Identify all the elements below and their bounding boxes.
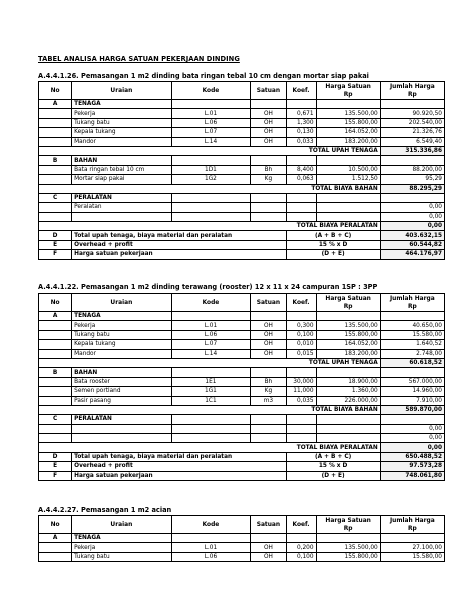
empty-cell	[316, 193, 380, 202]
row-kode: L.14	[171, 137, 251, 146]
row-harga	[316, 212, 380, 221]
row-koef	[286, 212, 316, 221]
group-no: B	[39, 156, 72, 165]
subtotal-label: TOTAL UPAH TENAGA	[39, 358, 381, 367]
empty-cell	[251, 156, 286, 165]
group-label: BAHAN	[72, 368, 171, 377]
final-row-f	[39, 250, 445, 259]
row-koef: 8,400	[286, 165, 316, 174]
row-harga: 164.052,00	[316, 128, 380, 137]
row-no	[39, 377, 72, 386]
table-header-row	[39, 516, 445, 534]
row-koef: 30,000	[286, 377, 316, 386]
analysis-table	[38, 81, 445, 260]
row-satuan: OH	[251, 330, 286, 339]
row-jumlah: 0,00	[380, 434, 444, 443]
subtotal-label: TOTAL BIAYA PERALATAN	[39, 222, 381, 231]
empty-cell	[251, 312, 286, 321]
header-satuan: Satuan	[251, 294, 286, 312]
group-row-a	[39, 312, 445, 321]
subtotal-row	[39, 222, 445, 231]
row-jumlah: 15.580,00	[380, 330, 444, 339]
row-kode: 1G2	[171, 175, 251, 184]
table-row	[39, 165, 445, 174]
header-uraian: Uraian	[72, 82, 171, 100]
subtotal-label: TOTAL BIAYA PERALATAN	[39, 443, 381, 452]
analysis-table	[38, 515, 445, 562]
header-jumlah-line1: Jumlah Harga	[389, 83, 435, 90]
final-value: 97.573,28	[380, 462, 444, 471]
header-harga-satuan-line1: Harga Satuan	[325, 517, 371, 524]
empty-cell	[380, 193, 444, 202]
page-title: TABEL ANALISA HARGA SATUAN PEKERJAAN DINDING	[38, 55, 240, 63]
row-satuan: OH	[251, 543, 286, 552]
row-no	[39, 175, 72, 184]
final-formula: (D + E)	[286, 250, 380, 259]
table-row	[39, 128, 445, 137]
row-no	[39, 321, 72, 330]
final-formula: 15 % x D	[286, 240, 380, 249]
row-kode	[171, 212, 251, 221]
group-label: BAHAN	[72, 156, 171, 165]
row-no	[39, 424, 72, 433]
row-uraian: Pekerja	[72, 109, 171, 118]
row-koef: 0,015	[286, 349, 316, 358]
row-uraian: Pasir pasang	[72, 396, 171, 405]
row-jumlah: 14.960,00	[380, 387, 444, 396]
empty-cell	[286, 312, 316, 321]
subtotal-value: 0,00	[380, 443, 444, 452]
row-satuan	[251, 424, 286, 433]
row-harga: 155.800,00	[316, 330, 380, 339]
row-uraian: Tukang batu	[72, 330, 171, 339]
row-koef: 0,200	[286, 543, 316, 552]
row-koef: 1,300	[286, 118, 316, 127]
header-jumlah-harga	[380, 294, 444, 312]
row-koef: 0,130	[286, 128, 316, 137]
header-no: No	[39, 516, 72, 534]
header-harga-satuan	[316, 294, 380, 312]
row-kode: 1C1	[171, 396, 251, 405]
row-satuan: OH	[251, 137, 286, 146]
row-harga: 164.052,00	[316, 340, 380, 349]
row-no	[39, 203, 72, 212]
table-header-row	[39, 294, 445, 312]
empty-cell	[171, 368, 251, 377]
empty-cell	[286, 100, 316, 109]
table-header-row	[39, 82, 445, 100]
row-kode: L.07	[171, 340, 251, 349]
row-koef	[286, 434, 316, 443]
row-satuan: Bh	[251, 165, 286, 174]
subtotal-row	[39, 358, 445, 367]
empty-cell	[251, 100, 286, 109]
final-no: E	[39, 240, 72, 249]
row-uraian: Pekerja	[72, 321, 171, 330]
subtotal-row	[39, 146, 445, 155]
row-no	[39, 165, 72, 174]
row-uraian: Peralatan	[72, 203, 171, 212]
section-title: A.4.4.1.22. Pemasangan 1 m2 dinding terawang (rooster) 12 x 11 x 24 campuran 1SP : 3PP	[38, 283, 378, 291]
final-no: D	[39, 452, 72, 461]
final-value: 650.488,52	[380, 452, 444, 461]
group-no: A	[39, 534, 72, 543]
row-kode: L.01	[171, 543, 251, 552]
group-no: A	[39, 312, 72, 321]
row-no	[39, 387, 72, 396]
row-kode: 1D1	[171, 165, 251, 174]
group-label: TENAGA	[72, 312, 171, 321]
section-title: A.4.4.2.27. Pemasangan 1 m2 acian	[38, 506, 172, 514]
subtotal-value: 589.870,00	[380, 405, 444, 414]
header-harga-satuan-line1: Harga Satuan	[325, 83, 371, 90]
row-harga: 18.900,00	[316, 377, 380, 386]
final-row-d	[39, 231, 445, 240]
row-satuan	[251, 212, 286, 221]
row-no	[39, 552, 72, 561]
row-koef: 0,063	[286, 175, 316, 184]
row-koef: 0,010	[286, 340, 316, 349]
row-kode: L.01	[171, 109, 251, 118]
subtotal-value: 315.336,86	[380, 146, 444, 155]
header-no: No	[39, 82, 72, 100]
final-label: Total upah tenaga, biaya material dan peralatan	[72, 452, 286, 461]
row-satuan	[251, 203, 286, 212]
subtotal-label: TOTAL BIAYA BAHAN	[39, 405, 381, 414]
empty-cell	[171, 534, 251, 543]
header-kode: Kode	[171, 294, 251, 312]
subtotal-label: TOTAL BIAYA BAHAN	[39, 184, 381, 193]
header-no: No	[39, 294, 72, 312]
row-koef: 0,671	[286, 109, 316, 118]
row-jumlah: 202.540,00	[380, 118, 444, 127]
row-kode: L.06	[171, 552, 251, 561]
row-harga: 155.800,00	[316, 552, 380, 561]
row-uraian: Bata rooster	[72, 377, 171, 386]
table-row	[39, 387, 445, 396]
row-harga: 1.360,00	[316, 387, 380, 396]
row-jumlah: 0,00	[380, 203, 444, 212]
group-label: PERALATAN	[72, 193, 171, 202]
row-uraian: Kepala tukang	[72, 340, 171, 349]
row-satuan: OH	[251, 349, 286, 358]
row-koef: 0,033	[286, 137, 316, 146]
subtotal-value: 60.618,52	[380, 358, 444, 367]
final-formula: 15 % x D	[286, 462, 380, 471]
header-koef: Koef.	[286, 82, 316, 100]
row-jumlah: 95,29	[380, 175, 444, 184]
final-label: Harga satuan pekerjaan	[72, 471, 286, 480]
group-row-a	[39, 100, 445, 109]
final-value: 403.632,15	[380, 231, 444, 240]
row-jumlah: 1.640,52	[380, 340, 444, 349]
final-row-d	[39, 452, 445, 461]
row-jumlah: 15.580,00	[380, 552, 444, 561]
empty-cell	[380, 415, 444, 424]
final-formula: (D + E)	[286, 471, 380, 480]
row-no	[39, 212, 72, 221]
row-jumlah: 7.910,00	[380, 396, 444, 405]
row-koef	[286, 424, 316, 433]
header-harga-satuan-line2: Rp	[343, 303, 353, 310]
subtotal-label: TOTAL UPAH TENAGA	[39, 146, 381, 155]
header-jumlah-line2: Rp	[407, 303, 417, 310]
header-harga-satuan	[316, 82, 380, 100]
final-formula: (A + B + C)	[286, 231, 380, 240]
empty-cell	[286, 193, 316, 202]
row-uraian: Mandor	[72, 349, 171, 358]
final-formula: (A + B + C)	[286, 452, 380, 461]
row-satuan: OH	[251, 321, 286, 330]
row-kode: L.06	[171, 330, 251, 339]
row-uraian: Bata ringan tebal 10 cm	[72, 165, 171, 174]
group-row-c	[39, 193, 445, 202]
empty-cell	[251, 193, 286, 202]
row-koef: 0,100	[286, 552, 316, 561]
empty-cell	[171, 312, 251, 321]
table-row	[39, 434, 445, 443]
row-no	[39, 330, 72, 339]
row-harga: 135.500,00	[316, 321, 380, 330]
row-satuan: OH	[251, 552, 286, 561]
row-no	[39, 340, 72, 349]
row-jumlah: 21.326,76	[380, 128, 444, 137]
empty-cell	[171, 193, 251, 202]
empty-cell	[171, 100, 251, 109]
row-jumlah: 0,00	[380, 212, 444, 221]
final-value: 748.061,80	[380, 471, 444, 480]
row-uraian: Kepala tukang	[72, 128, 171, 137]
table-row	[39, 340, 445, 349]
row-uraian: Tukang batu	[72, 552, 171, 561]
row-jumlah: 6.549,40	[380, 137, 444, 146]
row-harga: 135.500,00	[316, 543, 380, 552]
row-harga	[316, 424, 380, 433]
empty-cell	[286, 415, 316, 424]
row-kode: L.01	[171, 321, 251, 330]
table-row	[39, 552, 445, 561]
row-harga: 135.500,00	[316, 109, 380, 118]
final-no: E	[39, 462, 72, 471]
row-harga	[316, 434, 380, 443]
group-row-b	[39, 368, 445, 377]
row-no	[39, 137, 72, 146]
header-harga-satuan-line2: Rp	[343, 91, 353, 98]
row-jumlah: 40.650,00	[380, 321, 444, 330]
empty-cell	[251, 415, 286, 424]
row-harga: 226.000,00	[316, 396, 380, 405]
row-no	[39, 128, 72, 137]
row-satuan: Kg	[251, 387, 286, 396]
row-satuan	[251, 434, 286, 443]
group-row-b	[39, 156, 445, 165]
row-jumlah: 27.100,00	[380, 543, 444, 552]
final-row-e	[39, 462, 445, 471]
final-label: Total upah tenaga, biaya material dan peralatan	[72, 231, 286, 240]
row-satuan: OH	[251, 118, 286, 127]
header-koef: Koef.	[286, 516, 316, 534]
empty-cell	[316, 534, 380, 543]
table-row	[39, 203, 445, 212]
final-no: D	[39, 231, 72, 240]
header-uraian: Uraian	[72, 294, 171, 312]
row-koef: 0,300	[286, 321, 316, 330]
row-no	[39, 349, 72, 358]
row-harga: 183.200,00	[316, 349, 380, 358]
row-uraian: Mandor	[72, 137, 171, 146]
row-satuan: m3	[251, 396, 286, 405]
row-koef: 0,035	[286, 396, 316, 405]
row-kode	[171, 434, 251, 443]
row-harga: 183.200,00	[316, 137, 380, 146]
row-satuan: OH	[251, 109, 286, 118]
row-no	[39, 109, 72, 118]
table-row	[39, 175, 445, 184]
empty-cell	[316, 312, 380, 321]
row-koef	[286, 203, 316, 212]
group-no: A	[39, 100, 72, 109]
row-jumlah: 90.920,50	[380, 109, 444, 118]
header-uraian: Uraian	[72, 516, 171, 534]
table-row	[39, 396, 445, 405]
table-row	[39, 137, 445, 146]
row-no	[39, 543, 72, 552]
row-uraian: Mortar siap pakai	[72, 175, 171, 184]
subtotal-row	[39, 405, 445, 414]
empty-cell	[286, 368, 316, 377]
final-label: Overhead + profit	[72, 462, 286, 471]
row-jumlah: 567.000,00	[380, 377, 444, 386]
row-uraian: Tukang batu	[72, 118, 171, 127]
row-koef: 0,100	[286, 330, 316, 339]
row-koef: 11,000	[286, 387, 316, 396]
group-label: TENAGA	[72, 534, 171, 543]
table-row	[39, 321, 445, 330]
empty-cell	[380, 534, 444, 543]
group-label: PERALATAN	[72, 415, 171, 424]
row-kode: L.06	[171, 118, 251, 127]
empty-cell	[316, 415, 380, 424]
header-satuan: Satuan	[251, 516, 286, 534]
header-harga-satuan-line2: Rp	[343, 525, 353, 532]
header-jumlah-line1: Jumlah Harga	[389, 295, 435, 302]
empty-cell	[251, 368, 286, 377]
final-label: Harga satuan pekerjaan	[72, 250, 286, 259]
final-row-e	[39, 240, 445, 249]
header-kode: Kode	[171, 82, 251, 100]
row-kode: 1G1	[171, 387, 251, 396]
final-label: Overhead + profit	[72, 240, 286, 249]
table-row	[39, 349, 445, 358]
table-row	[39, 424, 445, 433]
final-value: 464.176,97	[380, 250, 444, 259]
header-harga-satuan	[316, 516, 380, 534]
row-harga: 10.500,00	[316, 165, 380, 174]
row-kode: L.14	[171, 349, 251, 358]
row-harga: 1.512,50	[316, 175, 380, 184]
subtotal-value: 0,00	[380, 222, 444, 231]
empty-cell	[286, 156, 316, 165]
empty-cell	[171, 156, 251, 165]
empty-cell	[316, 156, 380, 165]
group-row-c	[39, 415, 445, 424]
table-row	[39, 212, 445, 221]
header-koef: Koef.	[286, 294, 316, 312]
empty-cell	[251, 534, 286, 543]
empty-cell	[286, 534, 316, 543]
subtotal-row	[39, 184, 445, 193]
empty-cell	[171, 415, 251, 424]
group-row-a	[39, 534, 445, 543]
table-row	[39, 109, 445, 118]
group-no: C	[39, 193, 72, 202]
header-jumlah-harga	[380, 82, 444, 100]
row-satuan: OH	[251, 340, 286, 349]
empty-cell	[380, 312, 444, 321]
row-jumlah: 88.200,00	[380, 165, 444, 174]
analysis-table	[38, 293, 445, 481]
group-no: C	[39, 415, 72, 424]
row-no	[39, 396, 72, 405]
row-kode: L.07	[171, 128, 251, 137]
row-uraian	[72, 212, 171, 221]
row-kode: 1E1	[171, 377, 251, 386]
empty-cell	[316, 368, 380, 377]
header-kode: Kode	[171, 516, 251, 534]
row-satuan: OH	[251, 128, 286, 137]
empty-cell	[380, 100, 444, 109]
row-satuan: Kg	[251, 175, 286, 184]
row-harga	[316, 203, 380, 212]
row-uraian: Semen portland	[72, 387, 171, 396]
group-no: B	[39, 368, 72, 377]
empty-cell	[316, 100, 380, 109]
header-harga-satuan-line1: Harga Satuan	[325, 295, 371, 302]
row-jumlah: 0,00	[380, 424, 444, 433]
header-satuan: Satuan	[251, 82, 286, 100]
row-kode	[171, 424, 251, 433]
row-harga: 155.800,00	[316, 118, 380, 127]
final-no: F	[39, 471, 72, 480]
header-jumlah-line2: Rp	[407, 91, 417, 98]
final-value: 60.544,82	[380, 240, 444, 249]
row-uraian: Pekerja	[72, 543, 171, 552]
table-row	[39, 377, 445, 386]
header-jumlah-harga	[380, 516, 444, 534]
row-uraian	[72, 424, 171, 433]
final-row-f	[39, 471, 445, 480]
header-jumlah-line2: Rp	[407, 525, 417, 532]
subtotal-row	[39, 443, 445, 452]
row-jumlah: 2.748,00	[380, 349, 444, 358]
final-no: F	[39, 250, 72, 259]
row-no	[39, 434, 72, 443]
empty-cell	[380, 368, 444, 377]
table-row	[39, 118, 445, 127]
row-uraian	[72, 434, 171, 443]
section-title: A.4.4.1.26. Pemasangan 1 m2 dinding bata ringan tebal 10 cm dengan mortar siap pakai	[38, 72, 369, 80]
table-row	[39, 543, 445, 552]
row-satuan: Bh	[251, 377, 286, 386]
row-kode	[171, 203, 251, 212]
group-label: TENAGA	[72, 100, 171, 109]
row-no	[39, 118, 72, 127]
table-row	[39, 330, 445, 339]
header-jumlah-line1: Jumlah Harga	[389, 517, 435, 524]
empty-cell	[380, 156, 444, 165]
subtotal-value: 88.295,29	[380, 184, 444, 193]
